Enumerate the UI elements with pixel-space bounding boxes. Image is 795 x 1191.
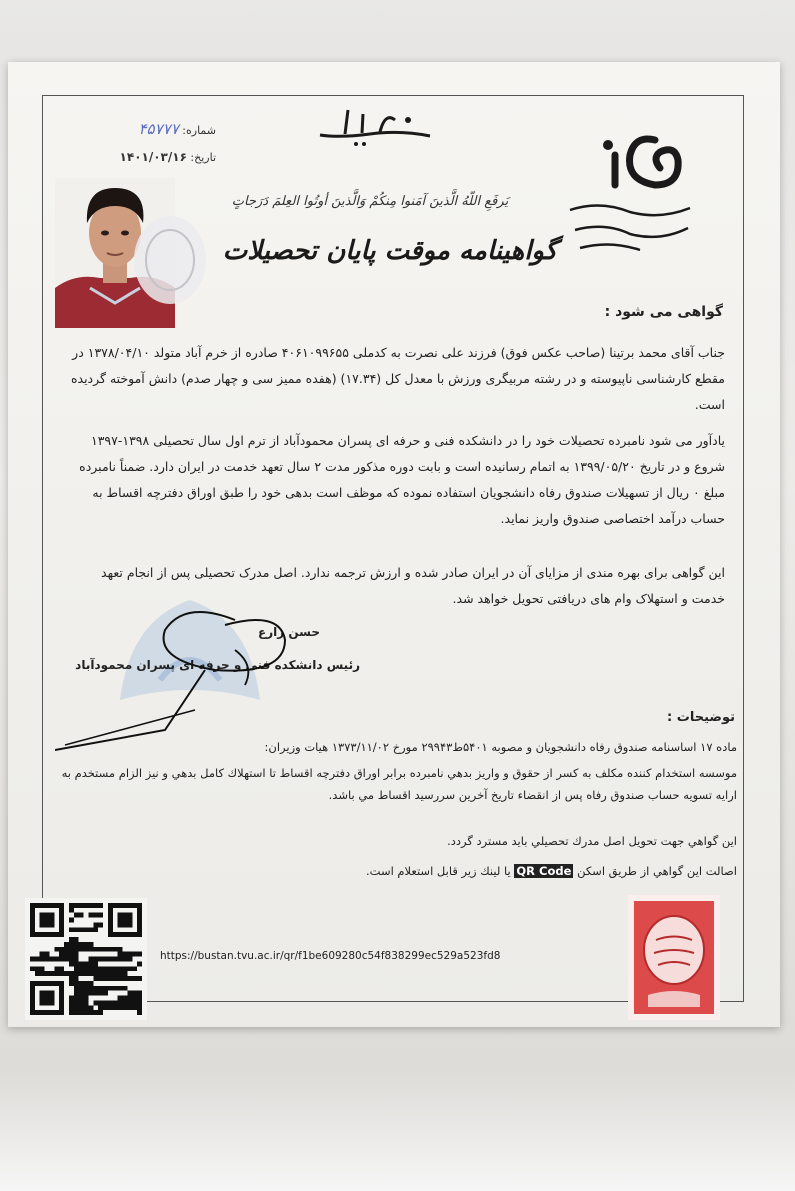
certification-intro: گواهی می شود : xyxy=(604,304,723,320)
signer-title: رئیس دانشکده فنی و حرفه ای پسران محمودآباد xyxy=(75,658,360,672)
note-article-17: ماده ۱۷ اساسنامه صندوق رفاه دانشجویان و مصوبه ۵۴۰۱ط۲۹۹۴۳ مورخ ۱۳۷۳/۱۱/۰۲ هیات وزیران: xyxy=(264,740,737,754)
qr-code[interactable] xyxy=(25,898,147,1020)
university-logo xyxy=(560,130,700,260)
quran-verse: يَرفَعِ اللّهُ الَّذينَ آمَنوا مِنكُمْ وَالَّذينَ أوتُوا العِلمَ دَرَجاتٍ xyxy=(231,194,509,209)
verification-url[interactable]: https://bustan.tvu.ac.ir/qr/f1be609280c54f838299ec529a523fd8 xyxy=(160,950,501,962)
note-verification xyxy=(57,860,737,882)
note-verification-pre: اصالت اين گواهي از طريق اسكن xyxy=(577,864,737,878)
note-verification-post: يا لينك زير قابل استعلام است. xyxy=(366,864,511,878)
document-date-value: ۱۴۰۱/۰۳/۱۶ xyxy=(119,150,187,164)
notes-heading: توضیحات : xyxy=(667,710,735,725)
signer-name: حسن زارع xyxy=(258,625,320,639)
note-employer-obligation: موسسه استخدام کننده مکلف به کسر از حقوق و واریز بدهي نامبرده برابر اوراق دفترچه اقساط تا استهلاك كامل بدهي و نيز الزام مستخدم به ارايه تسويه حساب صندوق رفاه پس از انقضاء تاريخ آخرين سررسيد اقساط مي باشد. xyxy=(61,766,737,802)
document-date xyxy=(56,150,216,164)
document-number-label: شماره: xyxy=(182,124,216,137)
note-verification-qr-word: QR Code xyxy=(516,864,572,878)
bism-calligraphy-heading xyxy=(300,100,460,150)
revenue-stamp xyxy=(628,895,720,1020)
bism-text: باسمه تعالی xyxy=(380,149,386,150)
document-number-value: ۴۵۷۷۷ xyxy=(138,120,179,138)
document-number xyxy=(56,120,216,138)
paragraph-study-details: یادآور می شود نامبرده تحصیلات خود را در دانشکده فنی و حرفه ای پسران محمودآباد از ترم اول سال تحصیلی ۱۳۹۸-۱۳۹۷ شروع و در تاریخ ۱۳۹۹/۰۵/۲۰ به اتمام رسانیده است و بابت دوره مذکور مدت ۲ سال تعهد خدمت در ایران دارد. ضمناً نامبرده مبلغ ۰ ریال از تسهیلات صندوق رفاه دانشجویان استفاده نموده که موظف است بدهی خود را طبق اوراق دفترچه اقساط به حساب درآمد اختصاصی صندوق واریز نماید. xyxy=(79,433,725,526)
paragraph-student-details: جناب آقای محمد برتینا (صاحب عکس فوق) فرزند علی نصرت به کدملی ۴۰۶۱۰۹۹۶۵۵ صادره از خرم آباد متولد ۱۳۷۸/۰۴/۱۰ در مقطع کارشناسی ناپیوسته و در رشته مربیگری ورزش با معدل کل (۱۷.۳۴) (هفده ممیز سی و چهار صدم) دانش آموخته گردیده است. xyxy=(70,345,725,412)
paragraph-validity: این گواهی برای بهره مندی از مزایای آن در ایران صادر شده و ارزش ترجمه ندارد. اصل مدرک تحصیلی پس از انجام تعهد خدمت و استهلاک وام های دریافتی تحویل خواهد شد. xyxy=(101,565,725,606)
certificate-title: گواهینامه موقت پایان تحصیلات xyxy=(222,236,558,266)
document-date-label: تاریخ: xyxy=(190,151,216,164)
note-return-certificate: اين گواهي جهت تحويل اصل مدرك تحصيلي بايد مسترد گردد. xyxy=(447,834,737,848)
handwritten-signature xyxy=(55,590,355,760)
photo-embossed-seal xyxy=(130,210,210,310)
